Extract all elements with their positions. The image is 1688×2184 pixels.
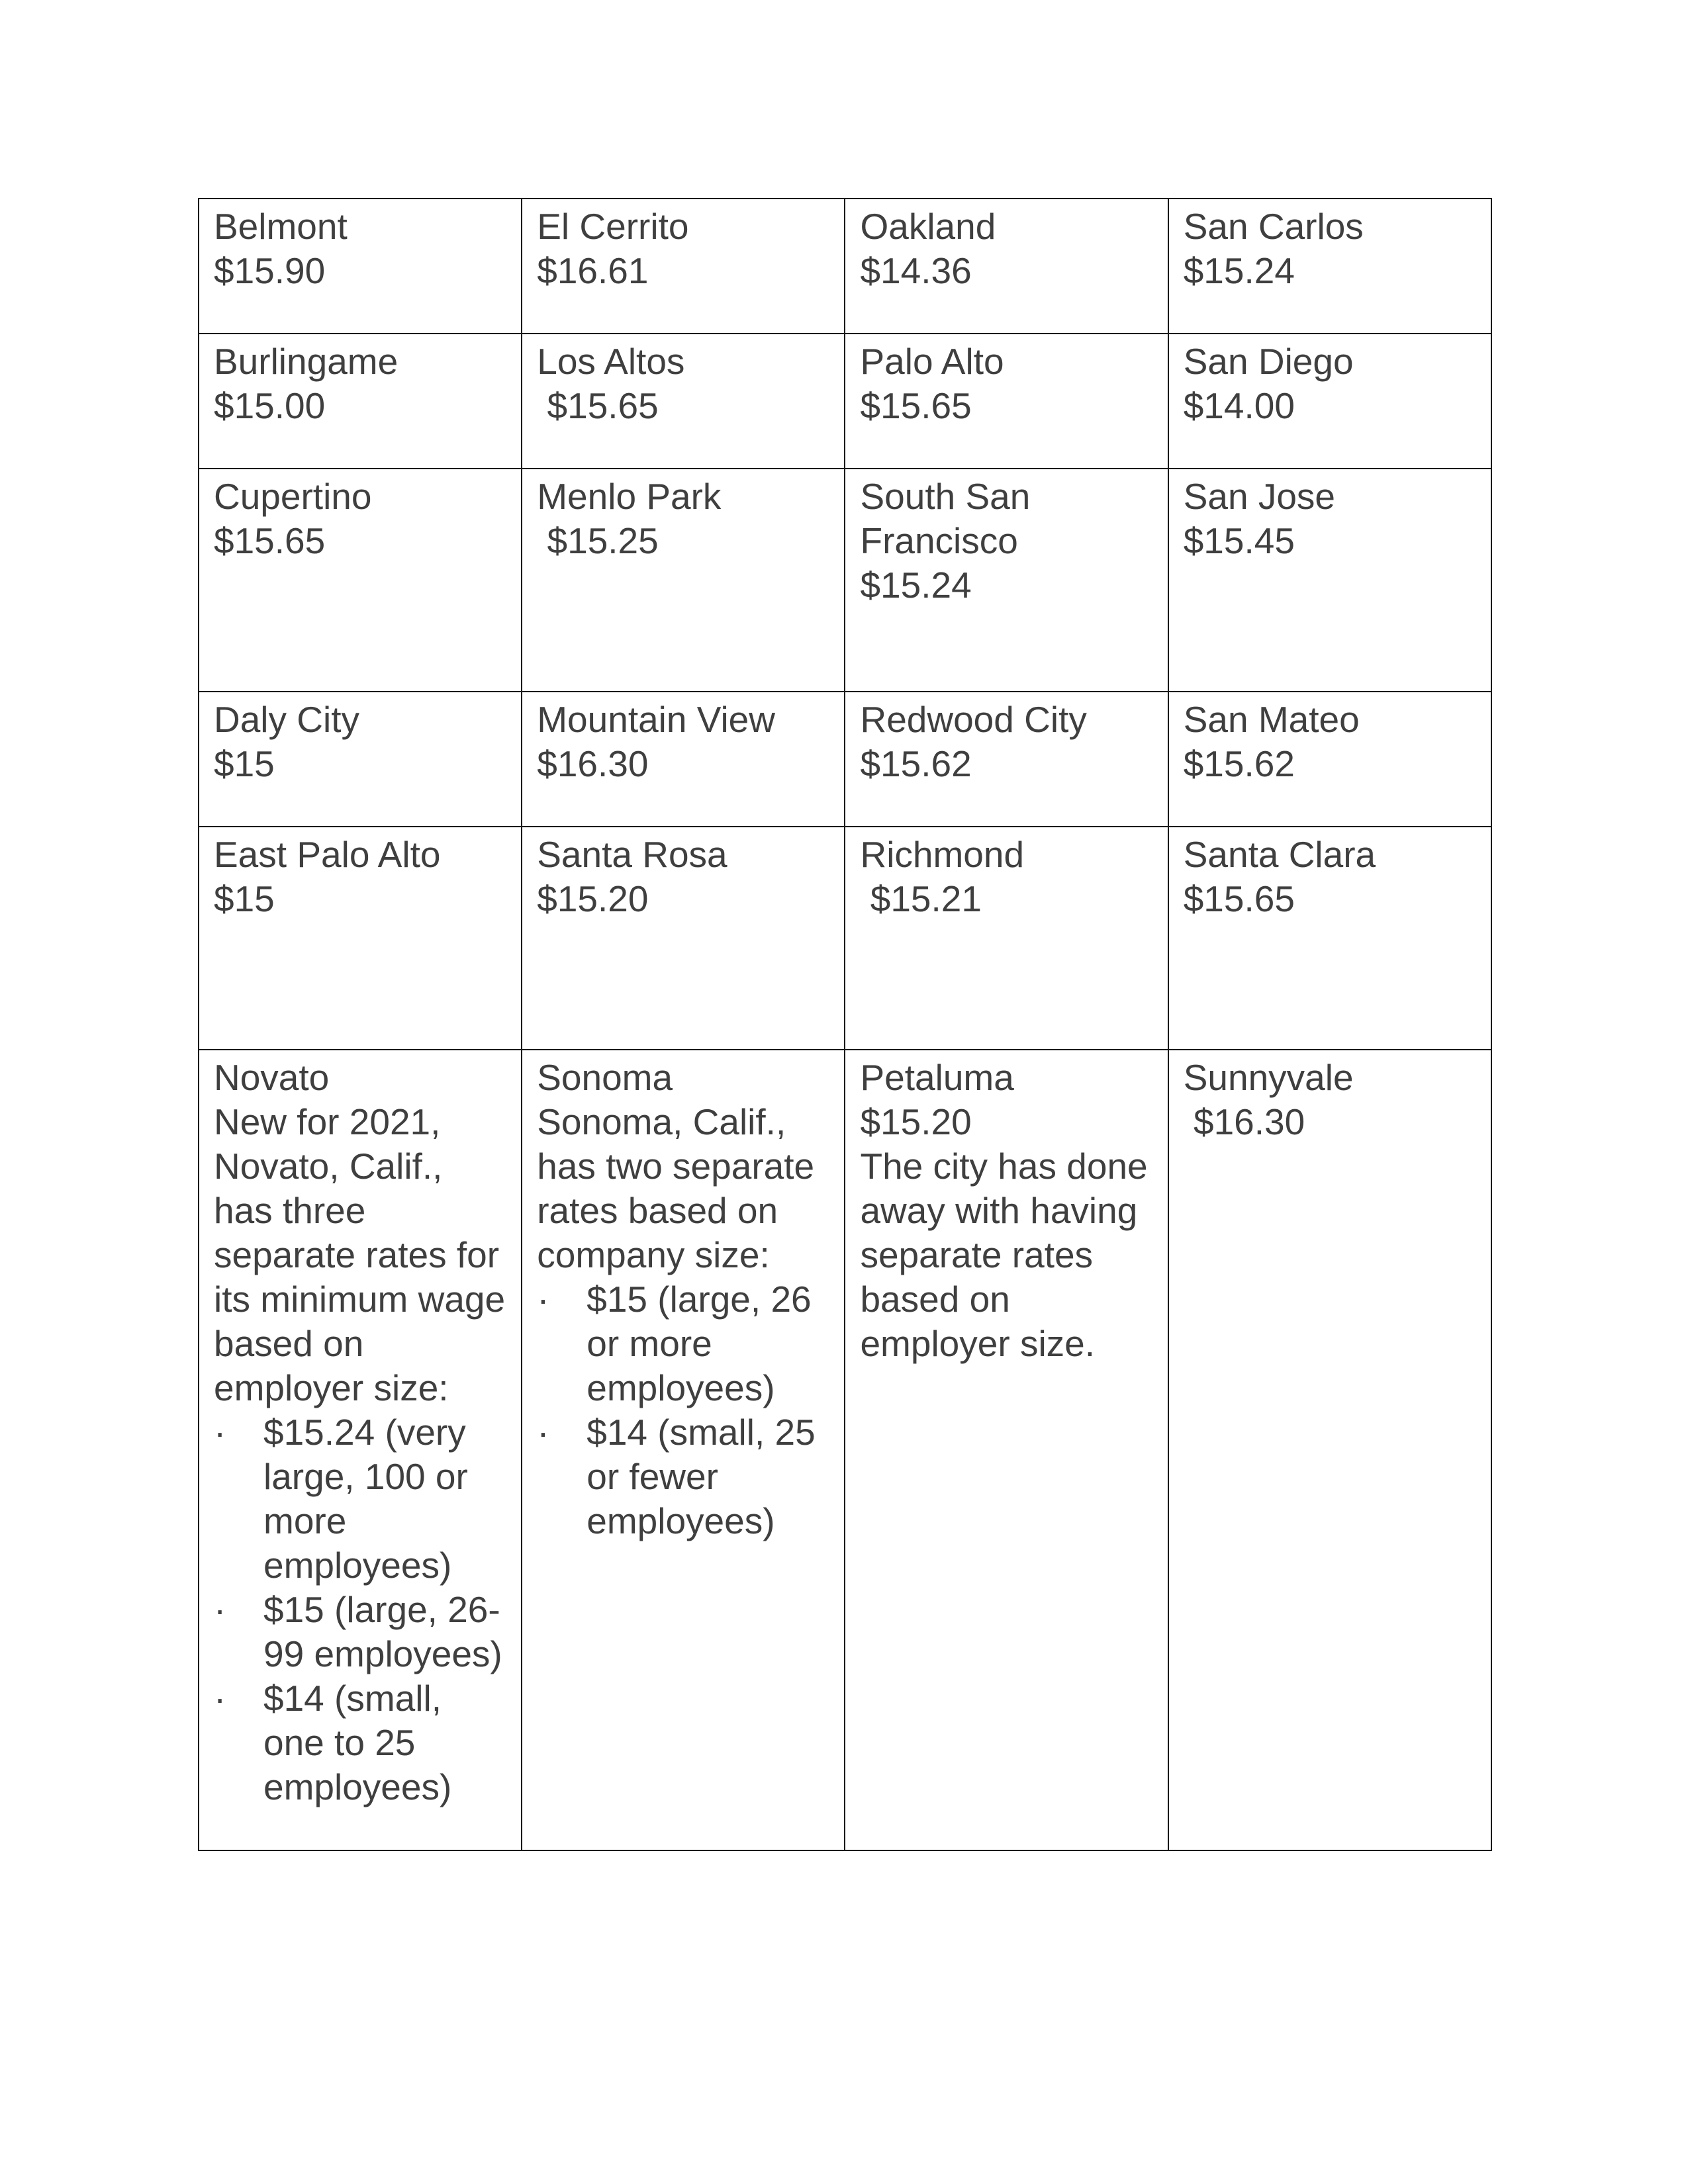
wage-value: $14.00: [1183, 385, 1295, 426]
rate-list: [214, 1410, 509, 1809]
city-name: Santa Clara: [1183, 834, 1376, 875]
cell-san-carlos: [1168, 199, 1491, 334]
wage-value: $15.65: [1183, 878, 1295, 919]
table-row: [199, 692, 1491, 827]
wage-value: $15.20: [860, 1101, 972, 1142]
wage-note: New for 2021, Novato, Calif., has three separate rates for its minimum wage based on employer size:: [214, 1101, 516, 1408]
wage-value: $14.36: [860, 250, 972, 291]
wage-value: $15.45: [1183, 520, 1295, 561]
city-name: Redwood City: [860, 699, 1087, 740]
wage-value: $16.61: [537, 250, 649, 291]
wage-value: $15.24: [860, 565, 972, 606]
table-row: [199, 199, 1491, 334]
cell-menlo-park: [522, 469, 845, 692]
wage-value: $15.65: [214, 520, 326, 561]
city-name: Sonoma: [537, 1057, 673, 1098]
list-item: · $14 (small, one to 25 employees): [214, 1676, 509, 1809]
cell-los-altos: [522, 334, 845, 469]
city-name: Santa Rosa: [537, 834, 727, 875]
cell-el-cerrito: [522, 199, 845, 334]
table-row: [199, 827, 1491, 1050]
cell-sunnyvale: [1168, 1050, 1491, 1850]
list-item: · $15 (large, 26-99 employees): [214, 1588, 509, 1676]
cell-santa-rosa: [522, 827, 845, 1050]
wage-value: $15.00: [214, 385, 326, 426]
cell-novato: [199, 1050, 522, 1850]
cell-oakland: [845, 199, 1168, 334]
cell-redwood-city: [845, 692, 1168, 827]
cell-petaluma: [845, 1050, 1168, 1850]
wage-value: $15.90: [214, 250, 326, 291]
city-name: San Jose: [1183, 476, 1336, 517]
wage-value: $15.20: [537, 878, 649, 919]
wage-value: $15.65: [860, 385, 972, 426]
cell-palo-alto: [845, 334, 1168, 469]
city-name: San Carlos: [1183, 206, 1364, 247]
cell-san-jose: [1168, 469, 1491, 692]
cell-santa-clara: [1168, 827, 1491, 1050]
cell-san-mateo: [1168, 692, 1491, 827]
wage-value: $15: [214, 878, 275, 919]
list-item: · $15 (large, 26 or more employees): [537, 1277, 832, 1410]
city-name: Sunnyvale: [1183, 1057, 1354, 1098]
wage-value: $15: [214, 743, 275, 784]
wage-value: $15.65: [537, 385, 659, 426]
cell-burlingame: [199, 334, 522, 469]
city-name: San Mateo: [1183, 699, 1360, 740]
wage-note: The city has done away with having separate rates based on employer size.: [860, 1146, 1158, 1364]
city-name: San Diego: [1183, 341, 1354, 382]
cell-san-diego: [1168, 334, 1491, 469]
city-name: El Cerrito: [537, 206, 689, 247]
city-name: Palo Alto: [860, 341, 1004, 382]
table-row: [199, 469, 1491, 692]
wage-value: $16.30: [1183, 1101, 1305, 1142]
city-name: Oakland: [860, 206, 996, 247]
city-name: Cupertino: [214, 476, 372, 517]
city-name: Burlingame: [214, 341, 399, 382]
city-name: Daly City: [214, 699, 360, 740]
table-row: [199, 1050, 1491, 1850]
list-item: · $14 (small, 25 or fewer employees): [537, 1410, 832, 1543]
cell-mountain-view: [522, 692, 845, 827]
city-name: South San Francisco: [860, 476, 1041, 561]
cell-daly-city: [199, 692, 522, 827]
rate-list: [537, 1277, 832, 1543]
city-name: Richmond: [860, 834, 1025, 875]
table-row: [199, 334, 1491, 469]
cell-cupertino: [199, 469, 522, 692]
city-name: Mountain View: [537, 699, 775, 740]
minimum-wage-table: [198, 198, 1492, 1851]
wage-value: $15.62: [1183, 743, 1295, 784]
city-name: Petaluma: [860, 1057, 1014, 1098]
city-name: East Palo Alto: [214, 834, 441, 875]
list-item: · $15.24 (very large, 100 or more employees): [214, 1410, 509, 1588]
cell-sonoma: [522, 1050, 845, 1850]
wage-value: $15.24: [1183, 250, 1295, 291]
wage-value: $15.21: [860, 878, 982, 919]
cell-belmont: [199, 199, 522, 334]
wage-note: Sonoma, Calif., has two separate rates based on company size:: [537, 1101, 825, 1275]
wage-value: $15.25: [537, 520, 659, 561]
cell-east-palo-alto: [199, 827, 522, 1050]
city-name: Menlo Park: [537, 476, 722, 517]
cell-richmond: [845, 827, 1168, 1050]
city-name: Belmont: [214, 206, 348, 247]
wage-value: $15.62: [860, 743, 972, 784]
city-name: Los Altos: [537, 341, 685, 382]
city-name: Novato: [214, 1057, 330, 1098]
wage-value: $16.30: [537, 743, 649, 784]
cell-south-san-francisco: [845, 469, 1168, 692]
